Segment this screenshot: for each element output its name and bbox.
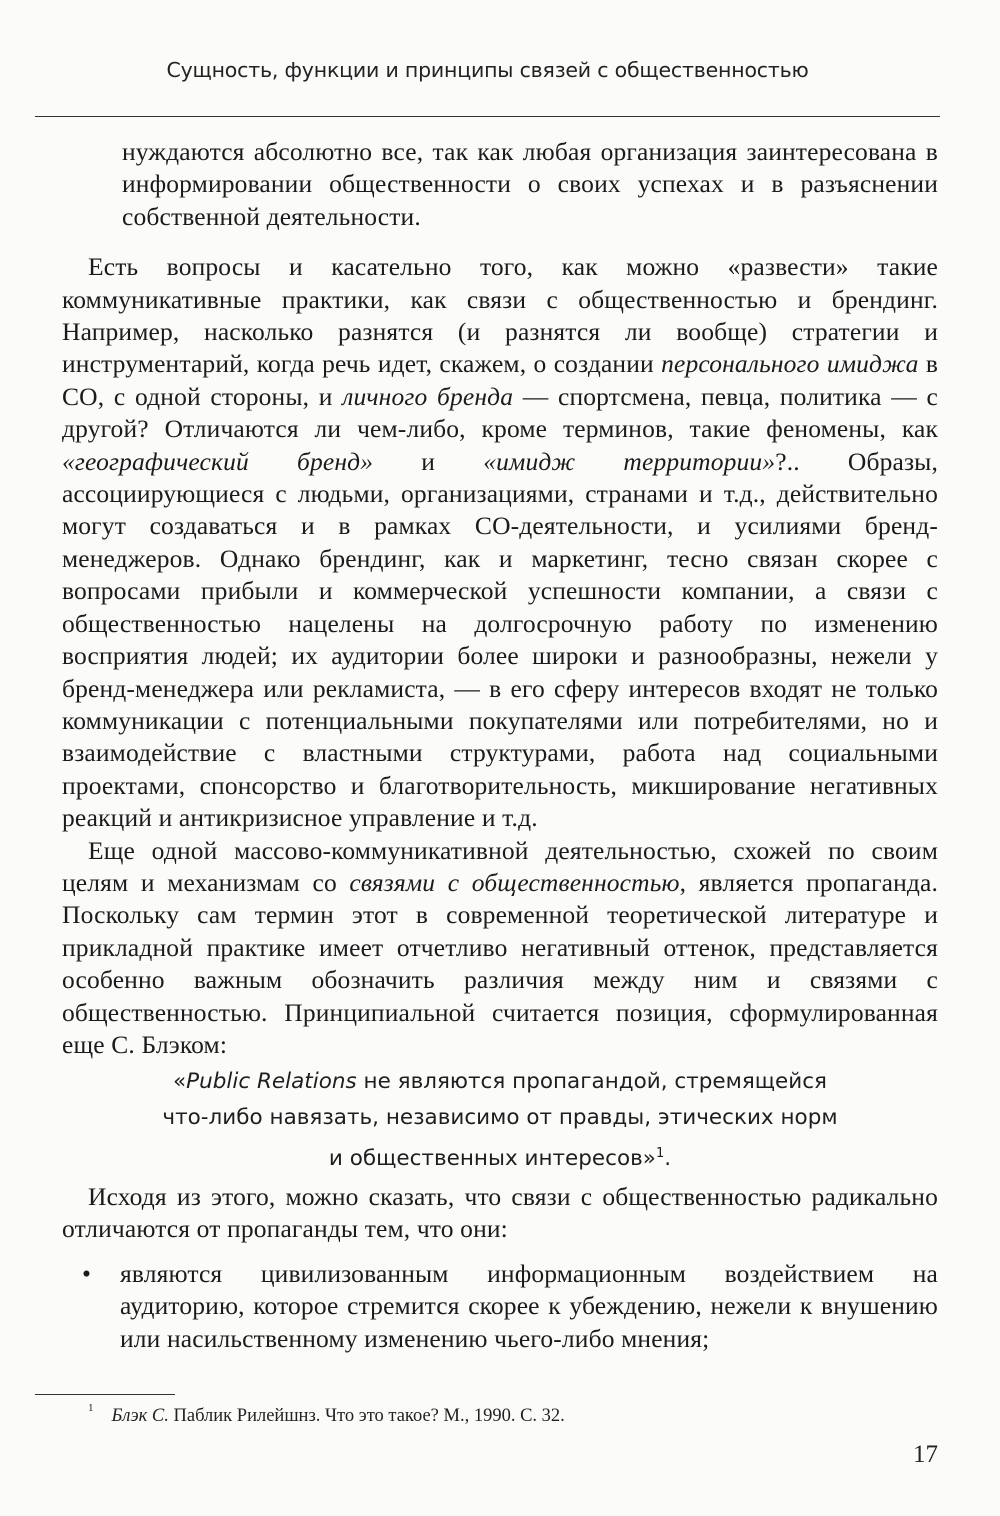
text-run: Есть вопросы и касательно того, как можно «развести» такие коммуникативные практики, как связи с общественностью и брендинг. Например, насколько разнятся (и разнятся ли вообще) стратегии и инструментарий, когда речь идет, скажем, о создании [62,252,938,379]
block-quote [60,1064,940,1177]
quote-line-2: что-либо навязать, независимо от правды, этических норм [162,1105,838,1130]
italic-term: персонального имиджа [661,349,919,379]
header-rule [35,116,940,117]
footnote-author: Блэк С. [111,1406,169,1427]
paragraph-conclusion: Исходя из этого, можно сказать, что связи с общественностью радикально отличаются от пропаганды тем, что они: [62,1182,938,1244]
bullet-icon: • [82,1258,92,1288]
bullet-text: являются цивилизованным информационным воздействием на аудиторию, которое стремится скорее к убеждению, нежели к внушению или насильственному изменению чьего-либо мнения; [120,1258,938,1353]
paragraph-branding [62,251,938,834]
italic-term: связями с общественностью [349,867,680,897]
text-run: , является пропаганда. Поскольку сам термин этот в современной теоретической литературе и прикладной практике имеет отчетливо негативный оттенок, представляется особенно важным обозначить различия между ним и связями с общественностью. Принципиальной считается позиция, сформулированная еще С. Блэком: [62,867,938,1059]
footnote-number: 1 [88,1402,94,1414]
italic-term: «имидж территории» [483,446,776,476]
text-run: и [373,446,484,476]
italic-term: «географический бренд» [62,446,374,476]
quote-line-1 [60,1064,940,1100]
paragraph-gap [62,233,938,251]
italic-term: личного бренда [342,381,514,411]
text-run: в СО, с одной стороны, и [62,349,939,411]
footnote-text: Паблик Рилейшнз. Что это такое? М., 1990. С. 32. [168,1406,565,1427]
quote-open-mark: « [172,1069,187,1094]
conclusion-section [62,1181,938,1355]
quote-italic-term: Public Relations [186,1069,357,1094]
bullet-list [62,1258,938,1355]
quote-end: . [664,1146,672,1172]
text-run: Еще одной массово-коммуникативной деятельностью, схожей по своим целям и механизмам со [62,835,938,897]
main-text [62,136,938,1061]
running-head: Сущность, функции и принципы связей с общественностью [166,58,809,82]
paragraph-continued: нуждаются абсолютно все, так как любая организация заинтересована в информировании общественности о своих успехах и в разъяснении собственной деятельности. [122,137,938,231]
quote-text: не являются пропагандой, стремящейся [356,1069,827,1094]
bullet-item [62,1258,938,1355]
text-run: — спортсмена, певца, политика — с другой? Отличаются ли чем-либо, кроме терминов, такие феномены, как [62,381,938,444]
text-run: ?.. Образы, ассоциирующиеся с людьми, организациями, странами и т.д., действительно могут создаваться и в рамках СО-деятельности, и усилиями бренд-менеджеров. Однако брендинг, как и маркетинг, тесно связан скорее с вопросами прибыли и коммерческой успешности компании, а связи с общественностью нацелены на долгосрочную работу по изменению восприятия людей; их аудитории более широки и разнообразны, нежели у бренд-менеджера или рекламиста, — в его сферу интересов входят не только коммуникации с потенциальными покупателями или потребителями, но и взаимодействие с властными структурами, работа над социальными проектами, спонсорство и благотворительность, микширование негативных реакций и антикризисное управление и т.д. [62,446,938,833]
footnote [88,1402,565,1427]
quote-text: и общественных интересов» [328,1146,656,1172]
paragraph-propaganda [62,835,938,1062]
footnote-rule [35,1394,175,1395]
page-number: 17 [913,1441,938,1468]
quote-line-3 [60,1136,940,1177]
footnote-ref: 1 [655,1146,665,1161]
